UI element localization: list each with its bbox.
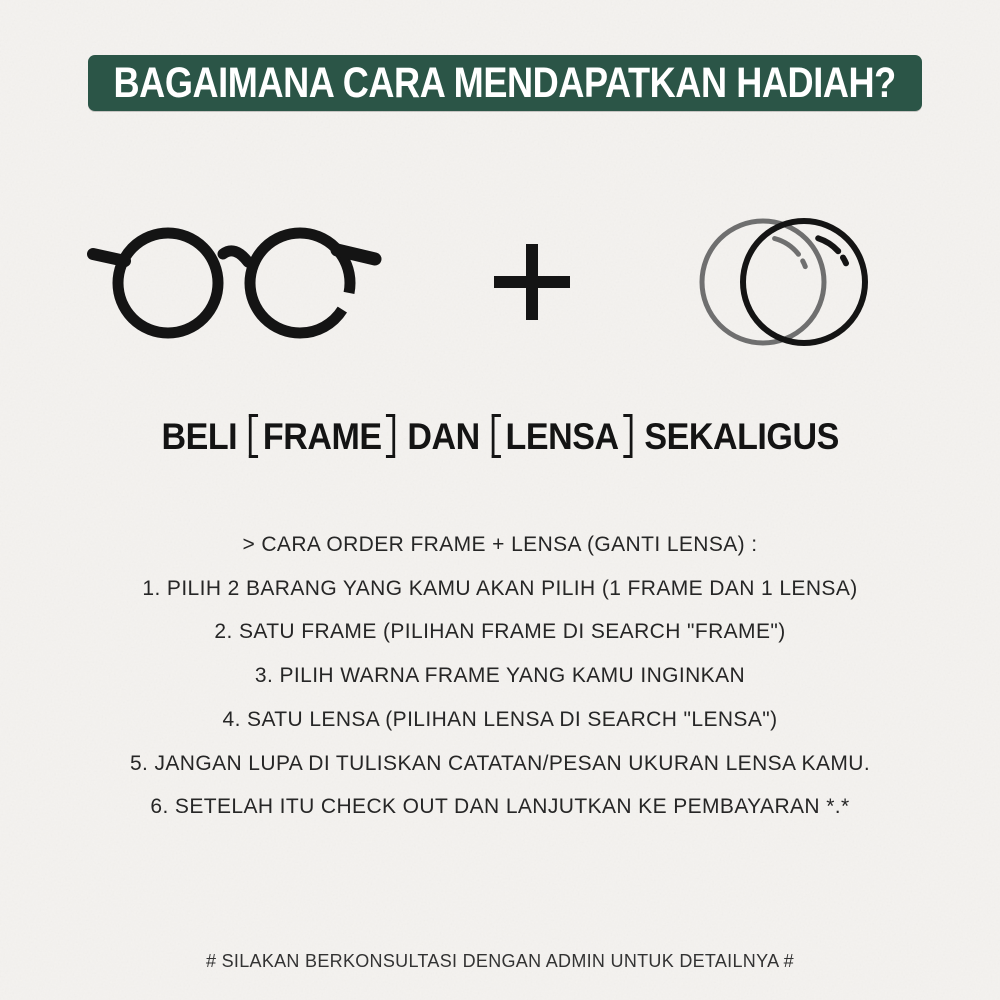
headline-word-sekaligus: SEKALIGUS (644, 416, 839, 457)
right-lenticular-bracket-icon (623, 414, 632, 458)
instruction-list (0, 523, 1000, 829)
headline-lensa-group (492, 415, 633, 459)
left-lenticular-bracket-icon (492, 414, 501, 458)
right-lenticular-bracket-icon (386, 414, 395, 458)
instruction-step-4: 4. SATU LENSA (PILIHAN LENSA DI SEARCH "LENSA") (222, 707, 778, 731)
banner-title: BAGAIMANA CARA MENDAPATKAN HADIAH? (113, 58, 897, 107)
headline-word-frame: FRAME (262, 416, 382, 457)
headline-word-lensa: LENSA (505, 416, 619, 457)
headline-word-dan: DAN (407, 416, 480, 457)
headline-frame-group (249, 415, 395, 459)
left-lenticular-bracket-icon (249, 414, 258, 458)
instruction-step-1: 1. PILIH 2 BARANG YANG KAMU AKAN PILIH (1 FRAME DAN 1 LENSA) (142, 576, 858, 600)
headline-word-beli: BELI (161, 416, 238, 457)
header-banner (88, 55, 922, 111)
round-eyeglasses-icon (85, 215, 395, 365)
instruction-step-5: 5. JANGAN LUPA DI TULISKAN CATATAN/PESAN UKURAN LENSA KAMU. (129, 751, 871, 775)
instruction-step-3: 3. PILIH WARNA FRAME YANG KAMU INGINKAN (254, 664, 746, 688)
instruction-step-6: 6. SETELAH ITU CHECK OUT DAN LANJUTKAN KE PEMBAYARAN *.* (150, 795, 850, 819)
instruction-intro: > CARA ORDER FRAME + LENSA (GANTI LENSA) : (242, 533, 758, 556)
two-overlapping-lenses-icon (690, 210, 902, 360)
footer-note: # SILAKAN BERKONSULTASI DENGAN ADMIN UNTUK DETAILNYA # (205, 951, 794, 971)
headline (0, 412, 1000, 462)
plus-icon (494, 244, 570, 320)
headline-text (161, 415, 838, 459)
instruction-step-2: 2. SATU FRAME (PILIHAN FRAME DI SEARCH "FRAME") (214, 620, 786, 644)
